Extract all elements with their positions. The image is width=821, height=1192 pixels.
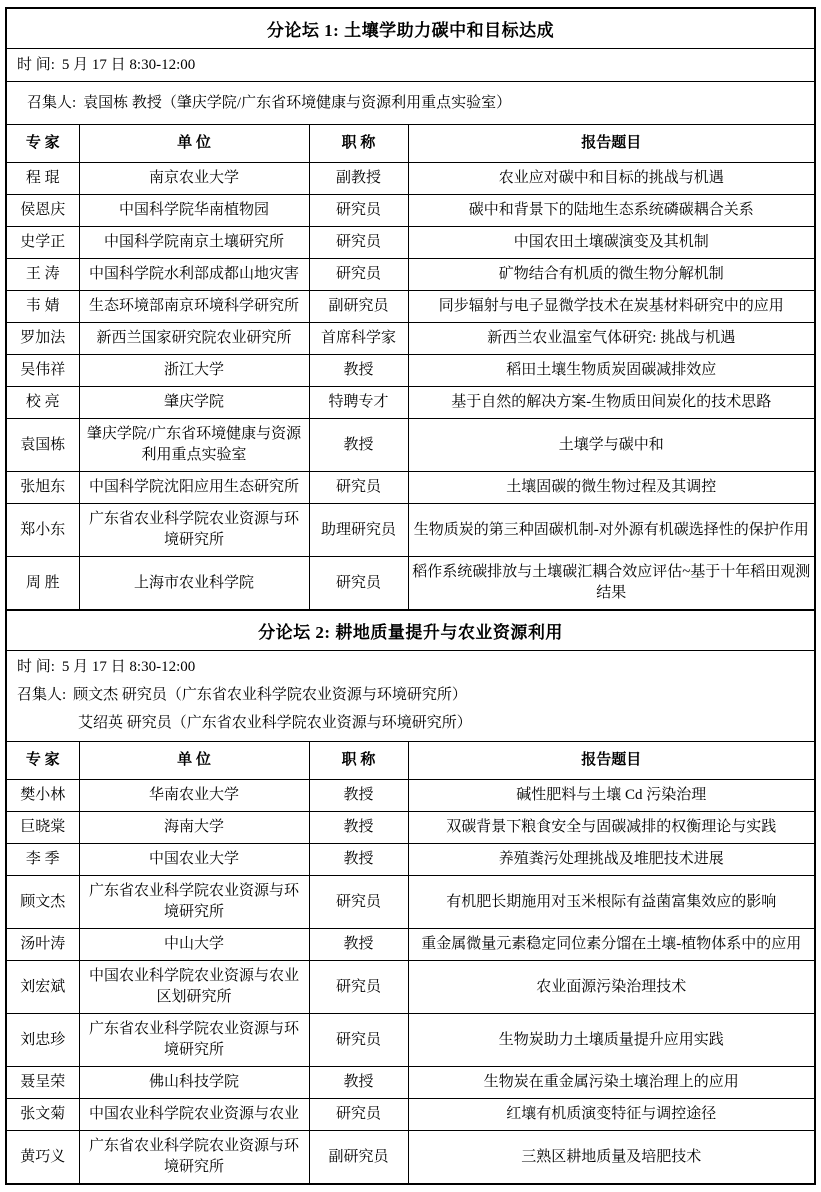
topic-cell: 三熟区耕地质量及培肥技术 [408, 1131, 814, 1184]
expert-cell: 王 涛 [7, 259, 79, 291]
expert-cell: 黄巧义 [7, 1131, 79, 1184]
expert-cell: 刘忠珍 [7, 1014, 79, 1067]
unit-cell: 中国农业科学院农业资源与农业区划研究所 [79, 961, 309, 1014]
forum-2-time-row [7, 653, 814, 681]
convener-list [17, 87, 804, 119]
time-label: 时 间: [17, 659, 55, 675]
topic-cell: 稻田土壤生物质炭固碳减排效应 [408, 355, 814, 387]
expert-cell: 韦 婧 [7, 291, 79, 323]
title-cell: 教授 [309, 355, 408, 387]
column-header: 专 家 [7, 125, 79, 163]
title-cell: 教授 [309, 419, 408, 472]
convener-value: 袁国栋 教授（肇庆学院/广东省环境健康与资源利用重点实验室） [83, 95, 512, 111]
title-cell: 教授 [309, 1067, 408, 1099]
expert-cell: 校 亮 [7, 387, 79, 419]
expert-cell: 汤叶涛 [7, 929, 79, 961]
expert-cell: 张旭东 [7, 472, 79, 504]
expert-cell: 周 胜 [7, 557, 79, 610]
table-row [7, 780, 814, 812]
table-row [7, 227, 814, 259]
forum-1-title: 分论坛 1: 土壤学助力碳中和目标达成 [7, 9, 814, 49]
table-row [7, 355, 814, 387]
forum-1-speaker-table [7, 125, 814, 609]
convener-line [7, 709, 814, 737]
forum-2-speaker-table [7, 742, 814, 1183]
forum-1-section [5, 7, 816, 611]
title-cell: 教授 [309, 812, 408, 844]
column-header: 职 称 [309, 125, 408, 163]
topic-cell: 生物炭助力土壤质量提升应用实践 [408, 1014, 814, 1067]
table-row [7, 1067, 814, 1099]
title-cell: 教授 [309, 844, 408, 876]
table-row [7, 387, 814, 419]
expert-cell: 侯恩庆 [7, 195, 79, 227]
title-cell: 副研究员 [309, 291, 408, 323]
topic-cell: 新西兰农业温室气体研究: 挑战与机遇 [408, 323, 814, 355]
forum-2-title: 分论坛 2: 耕地质量提升与农业资源利用 [7, 611, 814, 651]
table-body [7, 163, 814, 610]
title-cell: 研究员 [309, 472, 408, 504]
table-row [7, 195, 814, 227]
expert-cell: 袁国栋 [7, 419, 79, 472]
column-header: 单 位 [79, 742, 309, 780]
table-row [7, 557, 814, 610]
table-row [7, 472, 814, 504]
table-row [7, 1131, 814, 1184]
expert-cell: 罗加法 [7, 323, 79, 355]
unit-cell: 肇庆学院 [79, 387, 309, 419]
unit-cell: 广东省农业科学院农业资源与环境研究所 [79, 1131, 309, 1184]
unit-cell: 华南农业大学 [79, 780, 309, 812]
title-cell: 研究员 [309, 259, 408, 291]
table-header-row [7, 742, 814, 780]
expert-cell: 吴伟祥 [7, 355, 79, 387]
title-cell: 研究员 [309, 1014, 408, 1067]
unit-cell: 中国科学院华南植物园 [79, 195, 309, 227]
title-cell: 研究员 [309, 961, 408, 1014]
unit-cell: 广东省农业科学院农业资源与环境研究所 [79, 876, 309, 929]
title-cell: 副研究员 [309, 1131, 408, 1184]
topic-cell: 稻作系统碳排放与土壤碳汇耦合效应评估~基于十年稻田观测结果 [408, 557, 814, 610]
topic-cell: 重金属微量元素稳定同位素分馏在土壤-植物体系中的应用 [408, 929, 814, 961]
expert-cell: 程 琨 [7, 163, 79, 195]
table-row [7, 1099, 814, 1131]
convener-label: 召集人: [17, 687, 67, 703]
table-row [7, 1014, 814, 1067]
title-cell: 研究员 [309, 195, 408, 227]
unit-cell: 生态环境部南京环境科学研究所 [79, 291, 309, 323]
expert-cell: 巨晓棠 [7, 812, 79, 844]
table-header-row [7, 125, 814, 163]
column-header: 专 家 [7, 742, 79, 780]
title-cell: 教授 [309, 929, 408, 961]
table-row [7, 291, 814, 323]
expert-cell: 郑小东 [7, 504, 79, 557]
topic-cell: 农业应对碳中和目标的挑战与机遇 [408, 163, 814, 195]
topic-cell: 碱性肥料与土壤 Cd 污染治理 [408, 780, 814, 812]
convener-line [17, 87, 804, 119]
time-value: 5 月 17 日 8:30-12:00 [61, 659, 196, 675]
table-row [7, 844, 814, 876]
topic-cell: 土壤学与碳中和 [408, 419, 814, 472]
convener-value: 顾文杰 研究员（广东省农业科学院农业资源与环境研究所） [73, 687, 467, 703]
time-label: 时 间: [17, 57, 55, 73]
expert-cell: 顾文杰 [7, 876, 79, 929]
title-cell: 研究员 [309, 1099, 408, 1131]
forum-2-section [5, 609, 816, 1185]
unit-cell: 南京农业大学 [79, 163, 309, 195]
column-header: 职 称 [309, 742, 408, 780]
unit-cell: 中国科学院沈阳应用生态研究所 [79, 472, 309, 504]
topic-cell: 养殖粪污处理挑战及堆肥技术进展 [408, 844, 814, 876]
expert-cell: 李 季 [7, 844, 79, 876]
topic-cell: 有机肥长期施用对玉米根际有益菌富集效应的影响 [408, 876, 814, 929]
unit-cell: 中山大学 [79, 929, 309, 961]
title-cell: 首席科学家 [309, 323, 408, 355]
unit-cell: 肇庆学院/广东省环境健康与资源利用重点实验室 [79, 419, 309, 472]
topic-cell: 基于自然的解决方案-生物质田间炭化的技术思路 [408, 387, 814, 419]
unit-cell: 浙江大学 [79, 355, 309, 387]
table-row [7, 876, 814, 929]
unit-cell: 中国科学院南京土壤研究所 [79, 227, 309, 259]
convener-value: 艾绍英 研究员（广东省农业科学院农业资源与环境研究所） [78, 715, 472, 731]
topic-cell: 农业面源污染治理技术 [408, 961, 814, 1014]
expert-cell: 张文菊 [7, 1099, 79, 1131]
topic-cell: 红壤有机质演变特征与调控途径 [408, 1099, 814, 1131]
column-header: 报告题目 [408, 742, 814, 780]
unit-cell: 上海市农业科学院 [79, 557, 309, 610]
table-row [7, 929, 814, 961]
unit-cell: 广东省农业科学院农业资源与环境研究所 [79, 1014, 309, 1067]
table-row [7, 961, 814, 1014]
topic-cell: 双碳背景下粮食安全与固碳减排的权衡理论与实践 [408, 812, 814, 844]
title-cell: 研究员 [309, 227, 408, 259]
expert-cell: 刘宏斌 [7, 961, 79, 1014]
convener-list [7, 681, 814, 737]
topic-cell: 生物质炭的第三种固碳机制-对外源有机碳选择性的保护作用 [408, 504, 814, 557]
table-row [7, 812, 814, 844]
title-cell: 研究员 [309, 557, 408, 610]
topic-cell: 中国农田土壤碳演变及其机制 [408, 227, 814, 259]
title-cell: 特聘专才 [309, 387, 408, 419]
table-row [7, 419, 814, 472]
expert-cell: 史学正 [7, 227, 79, 259]
title-cell: 助理研究员 [309, 504, 408, 557]
table-row [7, 259, 814, 291]
unit-cell: 中国科学院水利部成都山地灾害 [79, 259, 309, 291]
table-row [7, 163, 814, 195]
title-cell: 研究员 [309, 876, 408, 929]
unit-cell: 中国农业大学 [79, 844, 309, 876]
forum-1-time-row [7, 49, 814, 82]
unit-cell: 海南大学 [79, 812, 309, 844]
title-cell: 教授 [309, 780, 408, 812]
unit-cell: 广东省农业科学院农业资源与环境研究所 [79, 504, 309, 557]
table-row [7, 504, 814, 557]
expert-cell: 樊小林 [7, 780, 79, 812]
forum-1-convener-row [7, 82, 814, 125]
column-header: 报告题目 [408, 125, 814, 163]
unit-cell: 中国农业科学院农业资源与农业 [79, 1099, 309, 1131]
expert-cell: 聂呈荣 [7, 1067, 79, 1099]
topic-cell: 土壤固碳的微生物过程及其调控 [408, 472, 814, 504]
topic-cell: 矿物结合有机质的微生物分解机制 [408, 259, 814, 291]
title-cell: 副教授 [309, 163, 408, 195]
time-value: 5 月 17 日 8:30-12:00 [61, 57, 196, 73]
convener-line [7, 681, 814, 709]
topic-cell: 同步辐射与电子显微学技术在炭基材料研究中的应用 [408, 291, 814, 323]
table-row [7, 323, 814, 355]
forum-2-info-block [7, 651, 814, 742]
unit-cell: 佛山科技学院 [79, 1067, 309, 1099]
topic-cell: 生物炭在重金属污染土壤治理上的应用 [408, 1067, 814, 1099]
table-body [7, 780, 814, 1184]
column-header: 单 位 [79, 125, 309, 163]
topic-cell: 碳中和背景下的陆地生态系统磷碳耦合关系 [408, 195, 814, 227]
unit-cell: 新西兰国家研究院农业研究所 [79, 323, 309, 355]
convener-label: 召集人: [27, 95, 77, 111]
